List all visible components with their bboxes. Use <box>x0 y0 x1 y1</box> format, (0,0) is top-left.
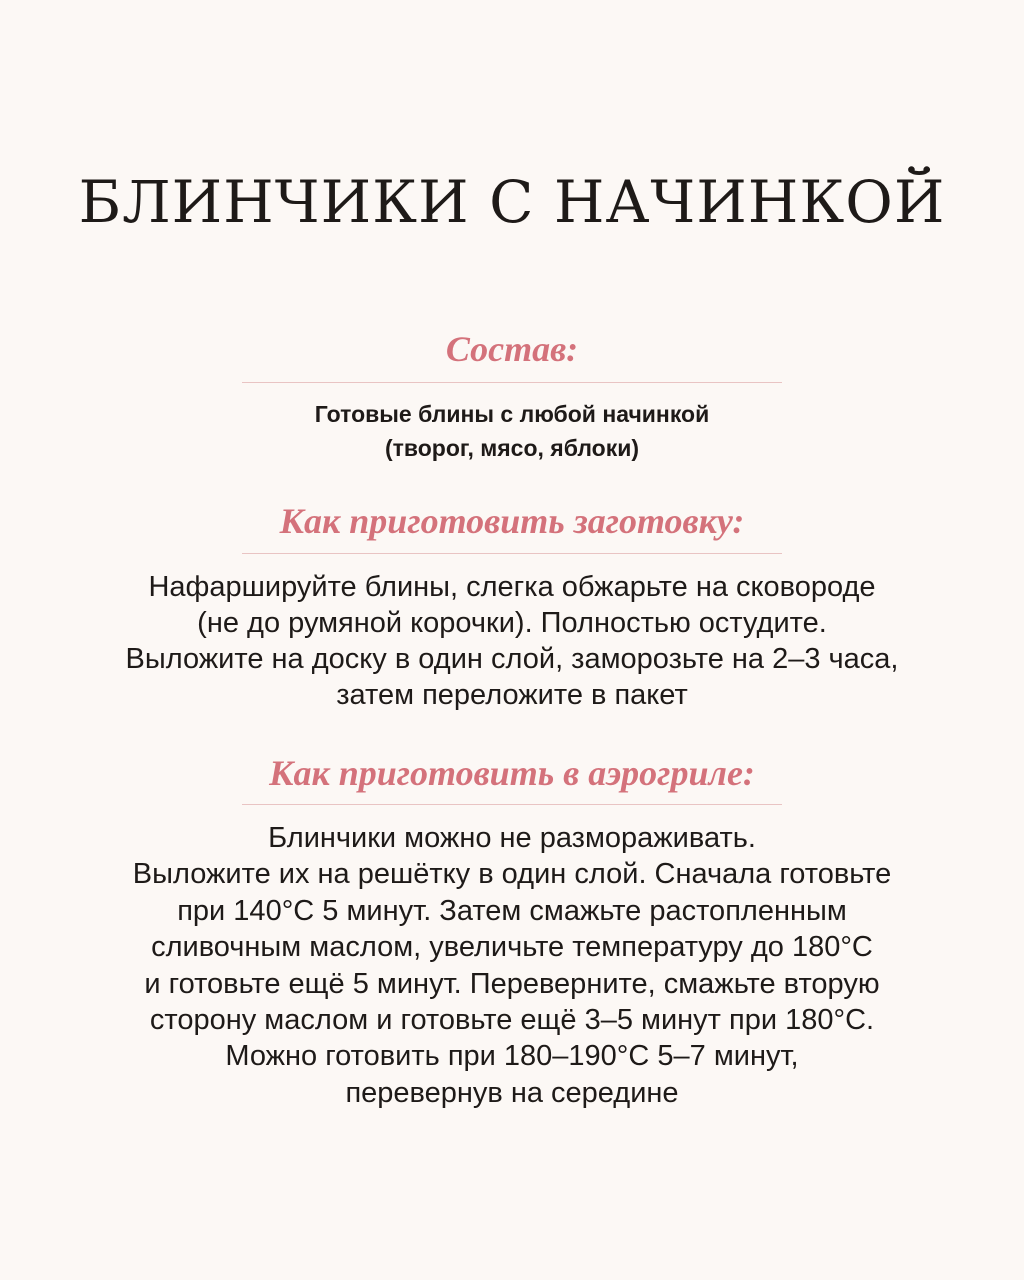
section-heading-ingredients: Состав: <box>445 329 579 369</box>
page-title: БЛИНЧИКИ С НАЧИНКОЙ <box>78 168 946 236</box>
text-line: при 140°С 5 минут. Затем смажьте растопленным <box>177 894 847 927</box>
section-divider <box>242 382 782 383</box>
text-line: Выложите их на решётку в один слой. Сначала готовьте <box>132 858 892 891</box>
section-divider <box>242 804 782 805</box>
section-heading-preparation: Как приготовить заготовку: <box>279 501 745 541</box>
text-line: (не до румяной корочки). Полностью остудите. <box>197 607 827 639</box>
air-fryer-text <box>40 820 984 1111</box>
text-line: сливочным маслом, увеличьте температуру до 180°С <box>151 931 873 964</box>
text-line: Выложите на доску в один слой, заморозьте на 2–3 часа, <box>125 643 899 675</box>
text-line: Готовые блины с любой начинкой <box>314 401 710 427</box>
text-line: и готовьте ещё 5 минут. Переверните, смажьте вторую <box>144 967 880 1000</box>
preparation-text <box>40 569 984 713</box>
section-divider <box>242 553 782 554</box>
text-line: (творог, мясо, яблоки) <box>384 435 640 461</box>
text-line: затем переложите в пакет <box>336 679 688 711</box>
text-line: Блинчики можно не размораживать. <box>268 822 756 854</box>
section-heading-air-fryer: Как приготовить в аэрогриле: <box>269 753 755 793</box>
text-line: перевернув на середине <box>345 1076 679 1109</box>
text-line: Можно готовить при 180–190°С 5–7 минут, <box>225 1040 799 1073</box>
text-line: сторону маслом и готовьте ещё 3–5 минут при 180°С. <box>149 1004 875 1037</box>
ingredients-text <box>40 397 984 465</box>
text-line: Нафаршируйте блины, слегка обжарьте на сковороде <box>148 571 876 603</box>
